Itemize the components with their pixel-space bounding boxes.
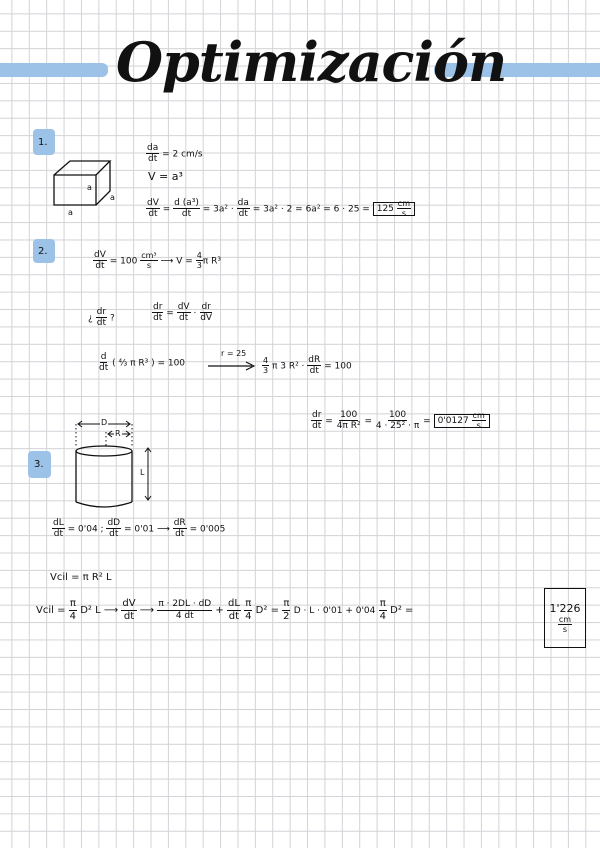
p3-result-box: 1'226 $\frac{cm}{s}$ (544, 588, 586, 648)
cylinder-label-length: L (140, 468, 145, 477)
p2-solution: $\frac{dr}{dt}$ = $\frac{100}{\text{4π R²}}$ = $\frac{100}{\text{4 · 25² · π}}$ = 0'0127 $\frac{cm}{s}$ (311, 410, 490, 432)
cube-label-depth: a (110, 193, 115, 202)
cube-drawing (48, 155, 118, 215)
p3-volume: Vcil = π R² L (50, 572, 112, 583)
p3-final: Vcil = $\frac{\pi}{4}$ D² L ⟶ $\frac{dV}{dt}$ ⟶ $\frac{\pi \cdot 2DL \cdot dD}{4 dt}$ + $\frac{dL}{dt}$ $\frac{\pi}{4}$ D² = $\frac{\pi}{2}$ D · L · 0'01 + 0'04 $\frac{\pi}{4}$ D² = (36, 598, 414, 622)
cube-label-front: a (87, 183, 92, 192)
problem-3-number: 3. (34, 459, 44, 470)
p1-result-box: 125 $\frac{cm}{s}$ (373, 202, 415, 216)
p2-chain-rule: $\frac{dr}{dt}$ = $\frac{dV}{dt}$ · $\frac{dr}{dV}$ (153, 302, 213, 324)
p1-volume: V = a³ (148, 170, 183, 183)
p2-question: ¿ $\frac{dr}{dt}$ ? (88, 307, 115, 329)
p2-substitution: $\frac{d}{dt}$ ( ⁴⁄₃ π R³ ) = 100 (99, 352, 186, 374)
title-highlight-left (0, 63, 108, 77)
page-title: Optimización (116, 30, 507, 94)
problem-1-number: 1. (38, 137, 48, 148)
cylinder-label-radius: R (115, 429, 121, 438)
p3-rates: $\frac{dL}{dt}$ = 0'04 ; $\frac{dD}{dt}$ = 0'01 ⟶ $\frac{dR}{dt}$ = 0'005 (53, 518, 226, 540)
p2-arrow (208, 361, 256, 371)
p1-given-rate: $\frac{da}{dt}$ = 2 cm/s (147, 143, 203, 165)
p2-arrow-label: r = 25 (221, 349, 247, 358)
p2-substituted: $\frac{4}{3}$ π 3 R² · $\frac{dR}{dt}$ = 100 (263, 355, 352, 377)
cylinder-label-diameter: D (101, 418, 108, 427)
problem-2-number: 2. (38, 246, 48, 257)
cube-label-bottom: a (68, 208, 73, 217)
p1-derivative: $\frac{dV}{dt}$ = $\frac{\text{d (a³)}}{dt}$ = 3a² · $\frac{da}{dt}$ = 3a² · 2 = 6a² = 6 · 25 = 125 $\frac{cm}{s}$ (146, 198, 415, 220)
p2-rate: $\frac{dV}{dt}$ = 100 $\frac{\text{cm³}}{s}$ ⟶ V = $\frac{4}{3}$ π R³ (94, 250, 221, 272)
p2-result-box: 0'0127 $\frac{cm}{s}$ (434, 414, 490, 428)
